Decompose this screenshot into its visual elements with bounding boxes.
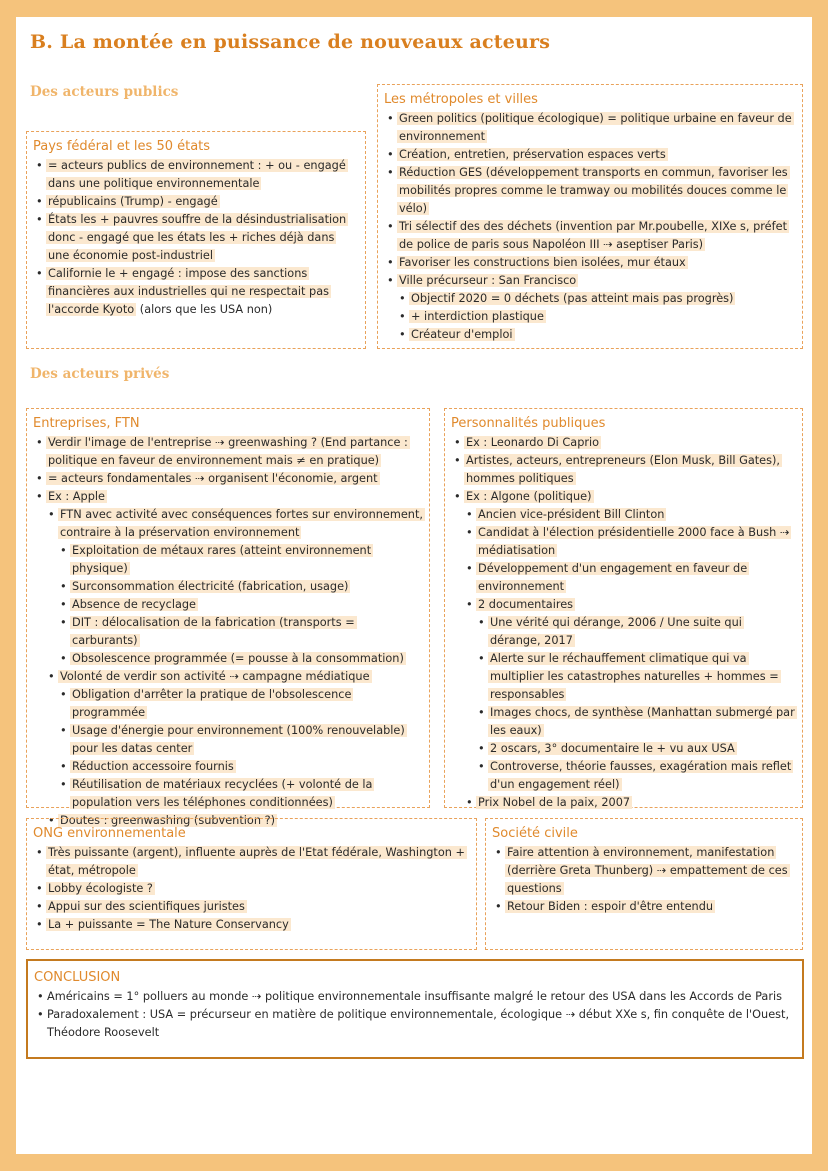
list-item: • Exploitation de métaux rares (atteint environnement physique): [70, 542, 423, 578]
list-item: • Réutilisation de matériaux recyclées (+ volonté de la population vers les téléphones conditionnées): [70, 776, 423, 812]
box-ong: [26, 818, 477, 950]
box-title-societe: Société civile: [492, 826, 578, 841]
box-title-entreprises: Entreprises, FTN: [33, 416, 140, 431]
box-title-pays-federal: Pays fédéral et les 50 états: [33, 139, 211, 154]
list-item: • Créateur d'emploi: [409, 326, 796, 344]
list-item: • Appui sur des scientifiques juristes: [46, 898, 470, 916]
list-item: • Lobby écologiste ?: [46, 880, 470, 898]
box-metropoles: [377, 84, 803, 349]
box-personnalites: [444, 408, 803, 808]
list-item: • Favoriser les constructions bien isolées, mur étaux: [397, 254, 796, 272]
list-item: • Doutes : greenwashing (subvention ?): [58, 812, 423, 830]
list-item: • 2 documentaires • Une vérité qui dérange, 2006 / Une suite qui dérange, 2017 • Alerte sur le réchauffement climatique qui va multiplier les catastrophes naturelles + hommes = responsables • Images chocs, de synthèse (Manhattan submergé par les eaux) • 2 oscars, 3° documentaire le + vu aux USA • Controverse, théorie fausses, exagération mais reflet d'un engagement réel): [476, 596, 796, 794]
list-item: • Très puissante (argent), influente auprès de l'Etat fédérale, Washington + état, métropole: [46, 844, 470, 880]
pays-federal-list: [33, 157, 359, 319]
list-item: • Verdir l'image de l'entreprise ⇢ greenwashing ? (End partance : politique en faveur de environnement mais ≠ en pratique): [46, 434, 423, 470]
personnalites-list: [451, 434, 796, 794]
entreprises-list: [33, 434, 423, 812]
list-item: • Une vérité qui dérange, 2006 / Une suite qui dérange, 2017: [488, 614, 796, 650]
ong-list: [33, 844, 470, 934]
conclusion-list: [34, 988, 796, 1042]
section-public-heading: Des acteurs publics: [30, 84, 179, 100]
list-item: • Ex : Leonardo Di Caprio: [464, 434, 796, 452]
societe-list: [492, 844, 796, 916]
list-item: • FTN avec activité avec conséquences fortes sur environnement, contraire à la préservation environnement • Exploitation de métaux rares (atteint environnement physique) • Surconsommation électricité (fabrication, usage) • Absence de recyclage • DIT : délocalisation de la fabrication (transports = carburants) • Obsolescence programmée (= pousse à la consommation): [58, 506, 423, 668]
list-item: • Candidat à l'élection présidentielle 2000 face à Bush ⇢ médiatisation: [476, 524, 796, 560]
list-item: • La + puissante = The Nature Conservancy: [46, 916, 470, 934]
list-item: • Ex : Algone (politique) • Ancien vice-président Bill Clinton • Candidat à l'élection présidentielle 2000 face à Bush ⇢ médiatisation • Développement d'un engagement en faveur de environnement • 2 documentaires • Une vérité qui dérange, 2006 / Une suite qui dérange, 2017 • Alerte sur le réchauffement climatique qui va multiplier les catastrophes naturelles + hommes = responsables • Images chocs, de synthèse (Manhattan submergé par les eaux) • 2 oscars, 3° documentaire le + vu aux USA • Controverse, théorie fausses, exagération mais reflet d'un engagement réel): [464, 488, 796, 794]
list-item: • Faire attention à environnement, manifestation (derrière Greta Thunberg) ⇢ empattement de ces questions: [505, 844, 796, 898]
list-item: • Green politics (politique écologique) = politique urbaine en faveur de environnement: [397, 110, 796, 146]
list-item: • = acteurs fondamentales ⇢ organisent l'économie, argent: [46, 470, 423, 488]
list-item: • Ex : Apple • FTN avec activité avec conséquences fortes sur environnement, contraire à la préservation environnement • Exploitation de métaux rares (atteint environnement physique) • Surconsommation électricité (fabrication, usage) • Absence de recyclage • DIT : délocalisation de la fabrication (transports = carburants) • Obsolescence programmée (= pousse à la consommation) • Volonté de verdir son activité ⇢ campagne médiatique • Obligation d'arrêter la pratique de l'obsolescence programmée • Usage d'énergie pour environnement (100% renouvelable) pour les datas center • Réduction accessoire fournis • Réutilisation de matériaux recyclées (+ volonté de la population vers les téléphones conditionnées): [46, 488, 423, 812]
list-item: • 2 oscars, 3° documentaire le + vu aux USA: [488, 740, 796, 758]
box-title-personnalites: Personnalités publiques: [451, 416, 606, 431]
list-item: • Réduction accessoire fournis: [70, 758, 423, 776]
list-item: • Prix Nobel de la paix, 2007: [476, 794, 796, 812]
list-item: • Retour Biden : espoir d'être entendu: [505, 898, 796, 916]
list-item: • Alerte sur le réchauffement climatique qui va multiplier les catastrophes naturelles + hommes = responsables: [488, 650, 796, 704]
list-item: • Artistes, acteurs, entrepreneurs (Elon Musk, Bill Gates), hommes politiques: [464, 452, 796, 488]
list-item: • Volonté de verdir son activité ⇢ campagne médiatique • Obligation d'arrêter la pratique de l'obsolescence programmée • Usage d'énergie pour environnement (100% renouvelable) pour les datas center • Réduction accessoire fournis • Réutilisation de matériaux recyclées (+ volonté de la population vers les téléphones conditionnées): [58, 668, 423, 812]
list-item: • Controverse, théorie fausses, exagération mais reflet d'un engagement réel): [488, 758, 796, 794]
list-item: • Surconsommation électricité (fabrication, usage): [70, 578, 423, 596]
box-title-metropoles: Les métropoles et villes: [384, 92, 538, 107]
list-item: • + interdiction plastique: [409, 308, 796, 326]
list-item: • Objectif 2020 = 0 déchets (pas atteint mais pas progrès): [409, 290, 796, 308]
list-item: • = acteurs publics de environnement : + ou - engagé dans une politique environnementale: [46, 157, 359, 193]
box-societe: [485, 818, 803, 950]
list-item: • républicains (Trump) - engagé: [46, 193, 359, 211]
list-item: • Ancien vice-président Bill Clinton: [476, 506, 796, 524]
box-entreprises: [26, 408, 430, 827]
list-item: • Tri sélectif des des déchets (invention par Mr.poubelle, XIXe s, préfet de police de paris sous Napoléon III ⇢ aseptiser Paris): [397, 218, 796, 254]
page: [16, 17, 812, 1154]
list-item: • Création, entretien, préservation espaces verts: [397, 146, 796, 164]
box-conclusion: [26, 959, 804, 1059]
list-item: • Réduction GES (développement transports en commun, favoriser les mobilités propres comme le tramway ou mobilités douces comme le vélo): [397, 164, 796, 218]
list-item: • Obsolescence programmée (= pousse à la consommation): [70, 650, 423, 668]
list-item: • Images chocs, de synthèse (Manhattan submergé par les eaux): [488, 704, 796, 740]
list-item: • Paradoxalement : USA = précurseur en matière de politique environnementale, écologique ⇢ début XXe s, fin conquête de l'Ouest, Théodore Roosevelt: [47, 1006, 796, 1042]
list-item-tail: (alors que les USA non): [139, 303, 273, 316]
list-item: • Ville précurseur : San Francisco • Objectif 2020 = 0 déchets (pas atteint mais pas progrès) • + interdiction plastique • Créateur d'emploi: [397, 272, 796, 344]
list-item: • Californie le + engagé : impose des sanctions financières aux industrielles qui ne respectait pas l'accorde Kyoto (alors que les USA non): [46, 265, 359, 319]
page-title: B. La montée en puissance de nouveaux acteurs: [30, 31, 551, 53]
list-item: • Américains = 1° polluers au monde ⇢ politique environnementale insuffisante malgré le retour des USA dans les Accords de Paris: [47, 988, 796, 1006]
list-item: • Obligation d'arrêter la pratique de l'obsolescence programmée: [70, 686, 423, 722]
box-title-conclusion: CONCLUSION: [34, 970, 121, 985]
section-private-heading: Des acteurs privés: [30, 366, 170, 382]
list-item: • Développement d'un engagement en faveur de environnement: [476, 560, 796, 596]
box-pays-federal: [26, 131, 366, 349]
list-item: • États les + pauvres souffre de la désindustrialisation donc - engagé que les états les + riches déjà dans une économie post-industriel: [46, 211, 359, 265]
box-title-ong: ONG environnementale: [33, 826, 186, 841]
list-item: • Usage d'énergie pour environnement (100% renouvelable) pour les datas center: [70, 722, 423, 758]
list-item: • DIT : délocalisation de la fabrication (transports = carburants): [70, 614, 423, 650]
metropoles-list: [384, 110, 796, 344]
list-item: • Absence de recyclage: [70, 596, 423, 614]
